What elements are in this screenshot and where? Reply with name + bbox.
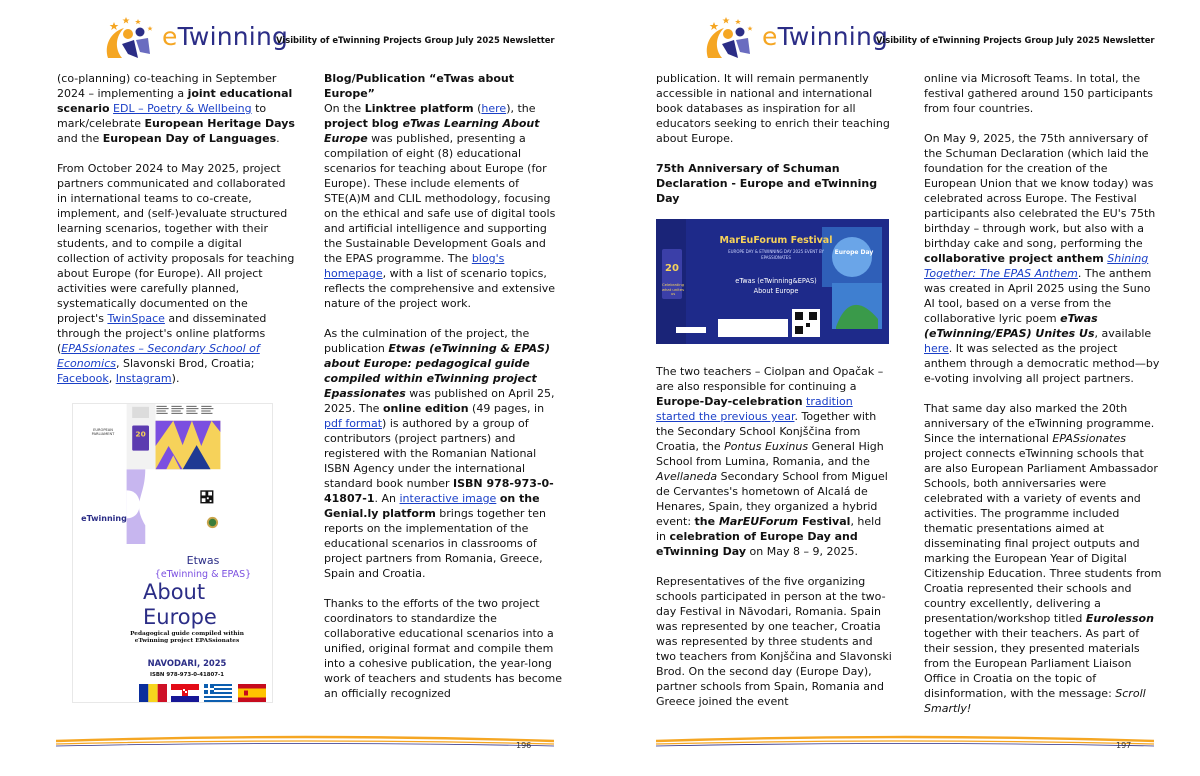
link-epas-anthem[interactable]: Shining Together: The EPAS Anthem bbox=[924, 252, 1149, 280]
poster-badge-text: Celebrating what unites us bbox=[87, 480, 119, 490]
newsletter-title: Visibility of eTwinning Projects Group July 2025 Newsletter bbox=[276, 35, 555, 45]
poster-guide: Pedagogical guide compiled within eTwinning project EPASsionates bbox=[130, 631, 244, 644]
svg-text:20: 20 bbox=[135, 429, 146, 439]
paragraph: On May 9, 2025, the 75th anniversary of the Schuman Declaration (which laid the foundation for the creation of the European Union that we know today) was celebrated across Europe. The Festival participants also celebrated the EU's 75th birthday – through work, but also with a birthday cake and song, performing the collaborative project anthem Shining Together: The EPAS Anthem. The anthem was created in April 2025 using the Suno AI tool, based on a verse from the collaborative lyric poem eTwas (eTwinning/EPAS) Unites Us, available here. It was selected as the project anthem through a democratic method—by e-voting involving all project partners. bbox=[924, 132, 1160, 385]
banner-line2: About Europe bbox=[753, 287, 799, 295]
right-col1 bbox=[656, 71, 894, 221]
svg-text:20: 20 bbox=[665, 263, 679, 274]
poster-isbn: ISBN 978-973-0-41807-1 bbox=[149, 672, 225, 678]
poster-parliament-label: EUROPEAN PARLIAMENT bbox=[91, 428, 115, 436]
etwinning-stars-icon bbox=[100, 14, 164, 66]
page-header bbox=[700, 14, 1155, 66]
banner-line1: eTwas (eTwinning&EPAS) bbox=[735, 277, 817, 285]
etwinning-wordmark: eTwinning bbox=[762, 22, 889, 51]
paragraph: The two teachers – Ciolpan and Opačak – are also responsible for continuing a Europe-Day-celebration tradition started the previous year. Together with the Secondary School Konjščina from Croatia, the Pontus Euxinus General High School from Lumina, Romania, and the Avellaneda Secondary School from Miguel de Cervantes's hometown of Alcalá de Henares, Spain, they organized a hybrid event: the MarEUForum Festival, held in celebration of Europe Day and eTwinning Day on May 8 – 9, 2025. bbox=[656, 365, 888, 558]
paragraph: (co-planning) co-teaching in September 2024 – implementing a joint educational scenario EDL – Poetry & Wellbeing to mark/celebrate European Heritage Days and the European Day of Languages. bbox=[57, 72, 295, 145]
etwinning-logo bbox=[700, 14, 889, 66]
link-twinspace[interactable]: TwinSpace bbox=[107, 312, 165, 325]
section-heading-schuman: 75th Anniversary of Schuman Declaration - Europe and eTwinning Day bbox=[656, 162, 878, 205]
flag-spain-icon bbox=[238, 684, 266, 703]
page-number: 196 bbox=[516, 741, 532, 750]
section-heading-blog: Blog/Publication “eTwas about Europe” bbox=[324, 72, 514, 100]
link-linktree-here[interactable]: here bbox=[481, 102, 507, 115]
link-blog-homepage[interactable]: blog's homepage bbox=[324, 252, 505, 280]
paragraph: Representatives of the five organizing schools participated in person at the two-day Festival in Năvodari, Romania. Spain was represented by one teacher, Croatia was represented by three students and two teachers from Konjščina and Slavonski Brod. On the second day (Europe Day), partner schools from Spain, Romania and Greece joined the event bbox=[656, 575, 892, 708]
marEuForum-festival-banner bbox=[656, 219, 889, 344]
banner-subtitle: EUROPE DAY & ETWINNING DAY 2025 EVENT BY EPASSIONATES bbox=[728, 249, 824, 260]
banner-title: MarEuForum Festival bbox=[719, 235, 833, 246]
poster-etwas: Etwas bbox=[186, 554, 220, 567]
etwinning-logo bbox=[100, 14, 289, 66]
link-tradition[interactable]: tradition started the previous year bbox=[656, 395, 853, 423]
right-page bbox=[600, 0, 1200, 776]
left-col1 bbox=[57, 71, 295, 401]
link-poem-here[interactable]: here bbox=[924, 342, 949, 355]
poster-about: About bbox=[143, 580, 206, 604]
paragraph: From October 2024 to May 2025, project partners communicated and collaborated in international teams to co-create, implement, and (self-)evaluate structured learning scenarios, together with their students, and to compile a digital collection of activity proposals for teaching about Europe (for Europe). All project activities were carefully planned, systematically documented on the project's TwinSpace and disseminated through the project's online platforms (EPASsionates – Secondary School of Economics, Slavonski Brod, Croatia; Facebook, Instagram). bbox=[57, 162, 295, 385]
poster-place-year: NAVODARI, 2025 bbox=[147, 658, 227, 668]
footer-swoosh bbox=[656, 735, 1154, 749]
poster-etwinning-label: eTwinning bbox=[81, 514, 127, 523]
paragraph: online via Microsoft Teams. In total, the festival gathered around 150 participants from four countries. bbox=[924, 72, 1153, 115]
page-number: 197 bbox=[1116, 741, 1132, 750]
etwinning-wordmark: eTwinning bbox=[162, 22, 289, 51]
banner-europe-day: Europe Day bbox=[834, 249, 874, 256]
link-edl-poetry[interactable]: EDL – Poetry & Wellbeing bbox=[113, 102, 252, 115]
flag-greece-icon bbox=[204, 684, 232, 703]
right-col2 bbox=[924, 71, 1162, 716]
page-header bbox=[100, 14, 555, 66]
poster-europe: Europe bbox=[143, 605, 217, 629]
footer-swoosh bbox=[56, 735, 554, 749]
poster-subtitle: {eTwinning & EPAS} bbox=[154, 569, 252, 580]
paragraph: On the Linktree platform (here), the project blog eTwas Learning About Europe was published, presenting a compilation of eight (8) educational scenarios for teaching about Europe (for Europe). These include elements of STE(A)M and CLIL methodology, focusing on the ethical and safe use of digital tools and artificial intelligence and supporting the Sustainable Development Goals and the EPAS programme. The blog's homepage, with a list of scenario topics, reflects the comprehensive and extensive nature of the project work. bbox=[324, 102, 556, 310]
paragraph: publication. It will remain permanently accessible in national and international book databases as inspiration for all educators seeking to enrich their teaching about Europe. bbox=[656, 72, 890, 145]
banner-badge: Celebrating what unites us bbox=[661, 282, 685, 297]
paragraph: That same day also marked the 20th anniversary of the eTwinning programme. Since the international EPASsionates project connects eTwinning schools that are also European Parliament Ambassador Schools, both anniversaries were celebrated with a variety of events and activities. The programme included thematic presentations aimed at disseminating final project outputs and marking the European Year of Digital Citizenship Education. Three students from Croatia represented their schools and country excellently, delivering a presentation/workshop titled Eurolesson together with their teachers. As part of their session, they presented materials from the European Parliament Liaison Office in Croatia on the topic of disinformation, with the message: Scroll Smartly! bbox=[924, 402, 1162, 715]
newsletter-title: Visibility of eTwinning Projects Group July 2025 Newsletter bbox=[876, 35, 1155, 45]
etwinning-stars-icon bbox=[700, 14, 764, 66]
link-pdf-format[interactable]: pdf format bbox=[324, 417, 383, 430]
flag-romania-icon bbox=[139, 684, 167, 703]
etwas-poster-image bbox=[72, 403, 273, 703]
poster-graphic bbox=[73, 404, 273, 544]
flag-croatia-icon bbox=[171, 684, 199, 703]
link-facebook[interactable]: Facebook bbox=[57, 372, 109, 385]
paragraph: Thanks to the efforts of the two project coordinators to standardize the collaborative educational scenarios into a unified, original format and compile them into a cohesive publication, the year-long work of teachers and students has become an officially recognized bbox=[324, 597, 562, 700]
paragraph: As the culmination of the project, the publication Etwas (eTwinning & EPAS) about Europe: pedagogical guide compiled within eTwinning project Epassionates was published on April 25, 2025. The online edition (49 pages, in pdf format) is authored by a group of contributors (project partners) and registered with the Romanian National ISBN Agency under the international standard book number ISBN 978-973-0-41807-1. An interactive image on the Genial.ly platform brings together ten reports on the implementation of the educational scenarios in classrooms of project partners from Romania, Greece, Spain and Croatia. bbox=[324, 327, 555, 580]
link-epassionates[interactable]: EPASsionates – Secondary School of Economics bbox=[57, 342, 260, 370]
link-interactive-image[interactable]: interactive image bbox=[399, 492, 497, 505]
right-col1-lower bbox=[656, 364, 894, 709]
link-instagram[interactable]: Instagram bbox=[115, 372, 172, 385]
left-col2 bbox=[324, 71, 564, 701]
